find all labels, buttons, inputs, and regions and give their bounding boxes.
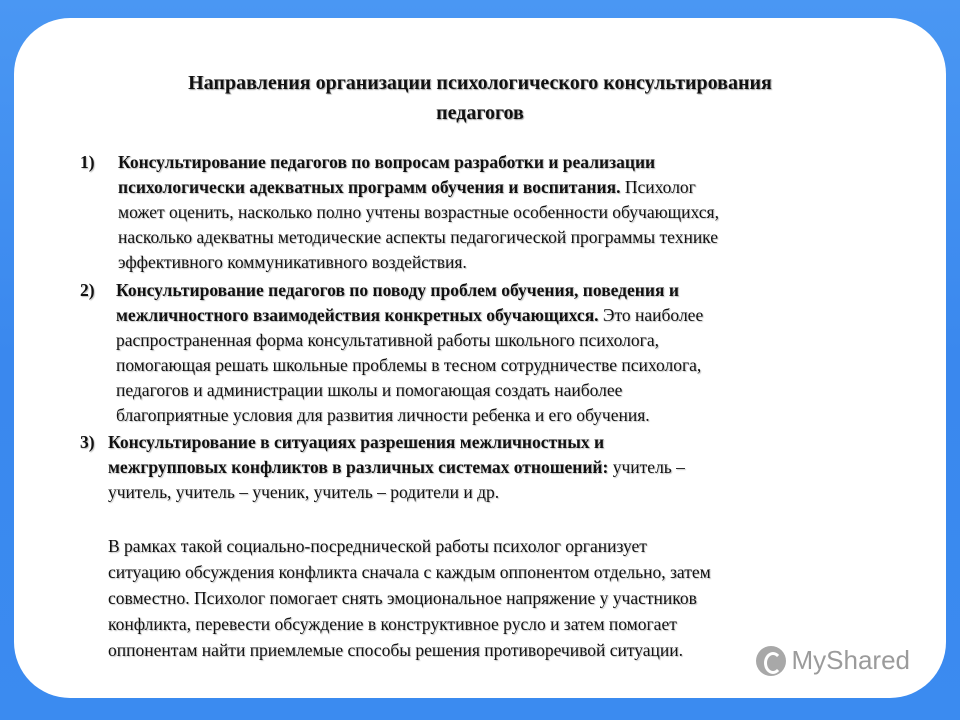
item-2-line-1 — [116, 278, 679, 303]
item-3-line-2 — [108, 455, 685, 480]
item-2-line-2-bold: межличностного взаимодействия конкретных обучающихся. — [116, 305, 599, 325]
item-1-line-3-normal: может оценить, насколько полно учтены возрастные особенности обучающихся, — [118, 202, 719, 222]
item-1-line-4 — [118, 225, 718, 250]
item-1-line-3 — [118, 200, 719, 225]
item-2-line-4 — [116, 353, 701, 378]
item-2-line-5-normal: педагогов и администрации школы и помогающая создать наиболее — [116, 380, 623, 400]
item-1-line-4-normal: насколько адекватны методические аспекты педагогической программы технике — [118, 227, 719, 247]
item-3-line-2-bold: межгрупповых конфликтов в различных системах отношений: — [108, 457, 609, 477]
closing-line-1: В рамках такой социально-посреднической работы психолог организует — [108, 536, 647, 556]
item-3-line-3 — [108, 480, 499, 505]
watermark-text: MyShared — [791, 645, 910, 675]
slide-card — [14, 18, 946, 698]
item-3-line-3-normal: учитель, учитель – ученик, учитель – родители и др. — [108, 482, 500, 502]
slide-body — [14, 18, 946, 698]
item-1-line-5-normal: эффективного коммуникативного воздействия. — [118, 252, 467, 272]
item-2-line-3 — [116, 328, 659, 353]
item-3-line-1 — [108, 430, 604, 455]
item-3-number: 3) — [80, 432, 95, 452]
item-2-line-1-bold: Консультирование педагогов по поводу проблем обучения, поведения и — [116, 280, 679, 300]
item-1-line-2 — [118, 175, 696, 200]
item-2-line-4-normal: помогающая решать школьные проблемы в тесном сотрудничестве психолога, — [116, 355, 702, 375]
watermark — [756, 645, 911, 676]
item-2-number: 2) — [80, 280, 95, 300]
item-2-line-6 — [116, 403, 650, 428]
closing-line-3: совместно. Психолог помогает снять эмоциональное напряжение у участников — [108, 588, 697, 608]
myshared-logo-icon — [756, 646, 786, 676]
item-2-line-2 — [116, 303, 703, 328]
item-1-line-1 — [118, 150, 655, 175]
closing-line-2: ситуацию обсуждения конфликта сначала с каждым оппонентом отдельно, затем — [108, 562, 711, 582]
item-1-line-1-bold: Консультирование педагогов по вопросам разработки и реализации — [118, 152, 656, 172]
item-2-line-6-normal: благоприятные условия для развития личности ребенка и его обучения. — [116, 405, 650, 425]
item-3-line-2-normal: учитель – — [608, 457, 685, 477]
item-3-line-1-bold: Консультирование в ситуациях разрешения межличностных и — [108, 432, 605, 452]
item-2-line-5 — [116, 378, 622, 403]
item-1-number: 1) — [80, 152, 95, 172]
item-1-line-2-normal: Психолог — [620, 177, 696, 197]
slide-title-line-2: педагогов — [436, 102, 524, 124]
slide-title-line-1: Направления организации психологического консультирования — [188, 72, 772, 94]
closing-line-4: конфликта, перевести обсуждение в конструктивное русло и затем помогает — [108, 614, 677, 634]
item-1-line-5 — [118, 250, 467, 275]
closing-line-5: оппонентам найти приемлемые способы решения противоречивой ситуации. — [108, 640, 684, 660]
item-2-line-2-normal: Это наиболее — [598, 305, 704, 325]
item-2-line-3-normal: распространенная форма консультативной работы школьного психолога, — [116, 330, 659, 350]
item-1-line-2-bold: психологически адекватных программ обучения и воспитания. — [118, 177, 621, 197]
